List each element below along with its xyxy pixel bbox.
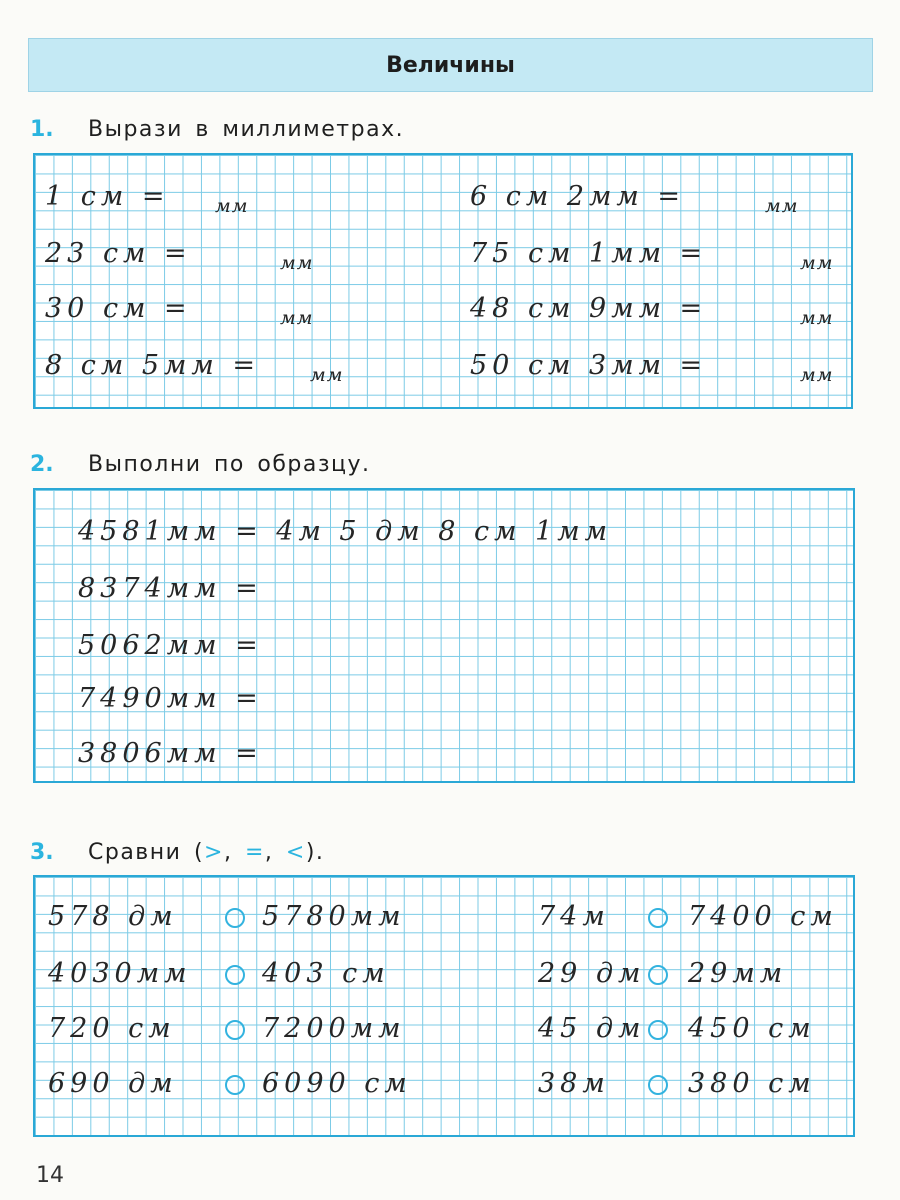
- value: 403 см: [262, 958, 390, 989]
- compare-right-a-2: [538, 960, 645, 987]
- expression: 23 см =: [45, 238, 192, 269]
- task-1-right-row-1: [470, 183, 685, 210]
- unit: мм: [310, 364, 344, 386]
- compare-right-a-1: [538, 903, 610, 930]
- value: 38м: [538, 1068, 610, 1099]
- value: 7200мм: [262, 1013, 406, 1044]
- task-1-left-unit-1: [215, 190, 249, 217]
- task-2-row-4: [78, 685, 263, 712]
- value: 45 дм: [538, 1013, 646, 1044]
- task-1-left-row-4: [45, 352, 260, 379]
- unit: мм: [800, 307, 834, 329]
- compare-circle[interactable]: [648, 908, 668, 928]
- unit: мм: [280, 252, 314, 274]
- task-1-left-row-3: [45, 295, 192, 322]
- compare-circle[interactable]: [225, 965, 245, 985]
- expression: 48 см 9мм =: [470, 293, 708, 324]
- task-1-right-row-4: [470, 352, 707, 379]
- compare-right-b-3: [688, 1015, 816, 1042]
- greater-than-symbol: >: [204, 840, 224, 865]
- compare-left-a-1: [48, 903, 178, 930]
- expression: 50 см 3мм =: [470, 350, 708, 381]
- value: 720 см: [48, 1013, 176, 1044]
- section-header: [28, 38, 873, 92]
- task-1-left-unit-2: [280, 247, 314, 274]
- value: 450 см: [688, 1013, 816, 1044]
- row-text: 7490мм =: [78, 683, 263, 714]
- unit: мм: [215, 195, 249, 217]
- compare-circle[interactable]: [225, 1020, 245, 1040]
- value: 29мм: [688, 958, 788, 989]
- task-2-row-2: [78, 575, 263, 602]
- task-2-heading: [30, 452, 371, 477]
- compare-circle[interactable]: [225, 1075, 245, 1095]
- task-2-number: 2.: [30, 452, 54, 477]
- compare-circle[interactable]: [648, 1075, 668, 1095]
- compare-circle[interactable]: [225, 908, 245, 928]
- task-3-text: [88, 840, 324, 865]
- task-1-heading: [30, 117, 404, 142]
- task-2-row-3: [78, 632, 263, 659]
- task-1-right-unit-3: [800, 302, 834, 329]
- row-text: 4581мм = 4м 5 дм 8 см 1мм: [78, 516, 613, 547]
- compare-left-a-3: [48, 1015, 176, 1042]
- compare-left-a-2: [48, 960, 191, 987]
- task-1-right-row-2: [470, 240, 707, 267]
- expression: 30 см =: [45, 293, 192, 324]
- value: 5780мм: [262, 901, 406, 932]
- task-3-text-after: ).: [305, 840, 325, 865]
- compare-right-a-4: [538, 1070, 610, 1097]
- value: 4030мм: [48, 958, 192, 989]
- task-1-number: 1.: [30, 117, 54, 142]
- task-3-heading: [30, 840, 324, 865]
- task-3-text-before: Сравни (: [88, 840, 205, 865]
- value: 690 дм: [48, 1068, 178, 1099]
- unit: мм: [800, 252, 834, 274]
- value: 6090 см: [262, 1068, 412, 1099]
- task-1-left-row-1: [45, 183, 169, 210]
- task-1-right-unit-1: [765, 190, 799, 217]
- task-2-row-1: [78, 518, 612, 545]
- compare-circle[interactable]: [648, 1020, 668, 1040]
- expression: 1 см =: [45, 181, 170, 212]
- task-1-left-unit-4: [310, 359, 344, 386]
- compare-left-b-3: [262, 1015, 405, 1042]
- task-3-number: 3.: [30, 840, 54, 865]
- task-2-row-5: [78, 740, 263, 767]
- row-text: 5062мм =: [78, 630, 263, 661]
- value: 380 см: [688, 1068, 816, 1099]
- value: 29 дм: [538, 958, 646, 989]
- expression: 8 см 5мм =: [45, 350, 261, 381]
- separator: ,: [223, 840, 245, 865]
- value: 74м: [538, 901, 610, 932]
- compare-circle[interactable]: [648, 965, 668, 985]
- compare-right-a-3: [538, 1015, 645, 1042]
- task-1-text: Вырази в миллиметрах.: [88, 117, 405, 142]
- expression: 75 см 1мм =: [470, 238, 708, 269]
- compare-right-b-2: [688, 960, 787, 987]
- task-1-left-row-2: [45, 240, 192, 267]
- task-1-right-unit-4: [800, 359, 834, 386]
- value: 7400 см: [688, 901, 838, 932]
- compare-right-b-4: [688, 1070, 816, 1097]
- unit: мм: [800, 364, 834, 386]
- task-1-left-unit-3: [280, 302, 314, 329]
- equals-symbol: =: [244, 840, 265, 865]
- section-title: Величины: [386, 52, 515, 78]
- task-1-right-row-3: [470, 295, 707, 322]
- separator: ,: [264, 840, 286, 865]
- task-2-text: Выполни по образцу.: [88, 452, 371, 477]
- compare-left-b-1: [262, 903, 405, 930]
- task-1-right-unit-2: [800, 247, 834, 274]
- compare-left-b-4: [262, 1070, 412, 1097]
- compare-left-b-2: [262, 960, 390, 987]
- compare-right-b-1: [688, 903, 838, 930]
- value: 578 дм: [48, 901, 178, 932]
- less-than-symbol: <: [285, 840, 306, 865]
- row-text: 8374мм =: [78, 573, 263, 604]
- expression: 6 см 2мм =: [470, 181, 686, 212]
- row-text: 3806мм =: [78, 738, 263, 769]
- page-number: 14: [36, 1163, 64, 1188]
- unit: мм: [765, 195, 799, 217]
- unit: мм: [280, 307, 314, 329]
- compare-left-a-4: [48, 1070, 178, 1097]
